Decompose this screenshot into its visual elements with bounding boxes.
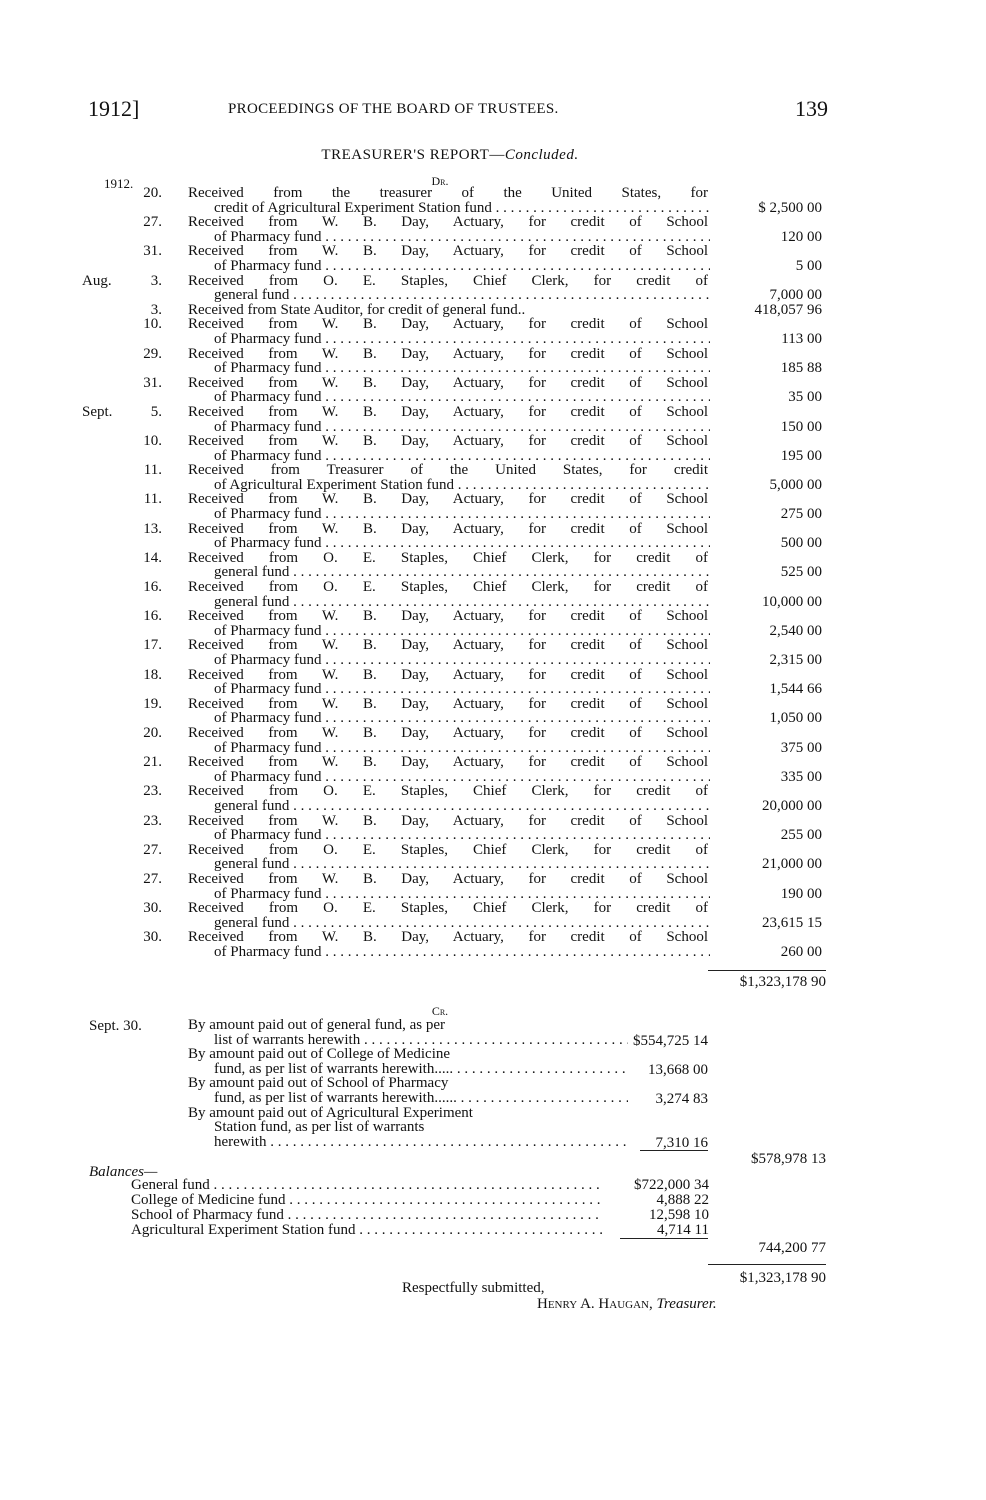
entry-text-line1: Received from W. B. Day, Actuary, for credit of School <box>188 637 708 654</box>
entry-text-line1: Received from W. B. Day, Actuary, for credit of School <box>188 520 708 537</box>
entry-amount: 21,000 00 <box>762 856 822 873</box>
entry-text-line1: Received from Treasurer of the United States, for credit <box>188 462 708 479</box>
entry-text-line1: Received from O. E. Staples, Chief Clerk, for credit of <box>188 549 708 566</box>
respectfully-submitted: Respectfully submitted, <box>402 1280 545 1296</box>
entry-amount: $ 2,500 00 <box>758 199 822 216</box>
entry-day: 20. <box>143 724 162 741</box>
entry-day: 23. <box>143 812 162 829</box>
entry-amount: 120 00 <box>780 228 822 245</box>
entry-amount: 418,057 96 <box>754 301 822 318</box>
entry-amount: 10,000 00 <box>762 593 822 610</box>
entry-text-line1: Received from W. B. Day, Actuary, for credit of School <box>188 316 708 333</box>
section-title-italic: Concluded. <box>504 147 579 163</box>
entry-amount: 190 00 <box>780 885 822 902</box>
cr-item <box>188 1047 628 1076</box>
entry-day: 30. <box>143 929 162 946</box>
signature-name: Henry A. Haugan, <box>537 1296 653 1312</box>
entry-day: 30. <box>143 900 162 917</box>
cr-item-amount: $554,725 14 <box>633 1032 708 1049</box>
cr-item-line: By amount paid out of College of Medicine <box>188 1046 451 1063</box>
signature <box>537 1296 717 1313</box>
entry-day: 16. <box>143 579 162 596</box>
entry-text-line1: Received from State Auditor, for credit of general fund.. <box>188 301 526 318</box>
cr-item-line: herewith . . . <box>188 1135 628 1150</box>
entry-amount: 185 88 <box>780 360 822 377</box>
entry-text-line2: of Pharmacy fund . . . <box>214 741 710 756</box>
entry-amount: 375 00 <box>780 739 822 756</box>
entry-text-line1: Received from W. B. Day, Actuary, for credit of School <box>188 403 708 420</box>
entry-text-line2: of Pharmacy fund . . . <box>214 536 710 551</box>
entry-text-line2: of Pharmacy fund . . . <box>214 828 710 843</box>
cr-item-line: fund, as per list of warrants herewith..... . . . <box>188 1062 628 1077</box>
entry-text-line1: Received from W. B. Day, Actuary, for credit of School <box>188 491 708 508</box>
entry-day: 13. <box>143 520 162 537</box>
balance-row <box>131 1223 711 1238</box>
entry-text-line2: of Pharmacy fund . . . <box>214 230 710 245</box>
dr-total: $1,323,178 90 <box>739 974 826 990</box>
running-title: PROCEEDINGS OF THE BOARD OF TRUSTEES. <box>228 101 559 117</box>
cr-item <box>188 1018 628 1047</box>
entry-text-line2: credit of Agricultural Experiment Station fund . . . <box>214 201 710 216</box>
entry-amount: 23,615 15 <box>762 914 822 931</box>
entry-text-line1: Received from W. B. Day, Actuary, for credit of School <box>188 243 708 260</box>
entry-text-line2: of Pharmacy fund . . . <box>214 945 710 960</box>
entry-day: 27. <box>143 841 162 858</box>
entry-amount: 1,050 00 <box>769 710 822 727</box>
balances-total: 744,200 77 <box>758 1240 826 1256</box>
entry-day: 19. <box>143 695 162 712</box>
entry-day: 20. <box>143 185 162 201</box>
entry-text-line2: of Pharmacy fund . . . <box>214 887 710 902</box>
cr-item <box>188 1106 628 1150</box>
entry-day: 5. <box>150 403 162 420</box>
entry-text-line1: Received from W. B. Day, Actuary, for credit of School <box>188 724 708 741</box>
cr-item-amount: 13,668 00 <box>648 1061 708 1078</box>
entry-text-line1: Received from W. B. Day, Actuary, for credit of School <box>188 214 708 231</box>
entry-amount: 500 00 <box>780 535 822 552</box>
entry-text-line2: general fund . . . <box>214 799 710 814</box>
entry-day: 10. <box>143 316 162 333</box>
balance-row <box>131 1208 711 1223</box>
entry-text-line1: Received from W. B. Day, Actuary, for credit of School <box>188 754 708 771</box>
balance-amount: 12,598 10 <box>649 1207 709 1223</box>
section-title <box>0 147 900 164</box>
entry-day: 14. <box>143 549 162 566</box>
entry-text-line2: of Pharmacy fund . . . <box>214 361 710 376</box>
entry-day: 10. <box>143 433 162 450</box>
dr-label: Dr. <box>431 174 449 188</box>
entry-day: 16. <box>143 608 162 625</box>
signature-title: Treasurer. <box>656 1296 717 1312</box>
balance-name: College of Medicine fund . . . <box>131 1193 603 1208</box>
cr-sub-rule <box>640 1150 708 1151</box>
entry-amount: 255 00 <box>780 827 822 844</box>
bal-sub-rule <box>620 1238 708 1239</box>
entry-amount: 1,544 66 <box>769 681 822 698</box>
entry-amount: 5,000 00 <box>769 476 822 493</box>
entry-text-line2: of Pharmacy fund . . . <box>214 449 710 464</box>
entry-amount: 7,000 00 <box>769 287 822 304</box>
entry-text-line1: Received from W. B. Day, Actuary, for credit of School <box>188 666 708 683</box>
entry-text-line1: Received from O. E. Staples, Chief Clerk, for credit of <box>188 272 708 289</box>
entry-text-line2: of Pharmacy fund . . . <box>214 770 710 785</box>
entry-text-line2: of Agricultural Experiment Station fund . . . <box>214 478 710 493</box>
entry-text-line2: general fund . . . <box>214 916 710 931</box>
cr-item-amount: 7,310 16 <box>655 1134 708 1151</box>
entry-text-line2: general fund . . . <box>214 857 710 872</box>
entry-amount: 35 00 <box>788 389 822 406</box>
entry-text-line2: of Pharmacy fund . . . <box>214 507 710 522</box>
entry-text-line1: Received from W. B. Day, Actuary, for credit of School <box>188 812 708 829</box>
entry-text-line1: Received from O. E. Staples, Chief Clerk, for credit of <box>188 579 708 596</box>
entry-text-line2: general fund . . . <box>214 565 710 580</box>
balance-name: General fund . . . <box>131 1178 603 1193</box>
entry-day: 23. <box>143 783 162 800</box>
year-label: 1912. <box>104 176 134 191</box>
cr-item <box>188 1076 628 1105</box>
entry-month: Aug. <box>82 272 112 289</box>
cr-item-line: By amount paid out of general fund, as per <box>188 1017 446 1033</box>
entry-day: 18. <box>143 666 162 683</box>
entry-text-line1: Received from O. E. Staples, Chief Clerk, for credit of <box>188 841 708 858</box>
entry-text-line2: of Pharmacy fund . . . <box>214 711 710 726</box>
entry-amount: 2,540 00 <box>769 622 822 639</box>
cr-item-line: list of warrants herewith . . . <box>188 1033 628 1048</box>
entry-text-line1: Received from O. E. Staples, Chief Clerk, for credit of <box>188 900 708 917</box>
balance-amount: $722,000 34 <box>634 1177 709 1193</box>
header-year: 1912] <box>88 96 140 121</box>
entry-text-line2: of Pharmacy fund . . . <box>214 390 710 405</box>
entry-text-line1: Received from W. B. Day, Actuary, for credit of School <box>188 608 708 625</box>
cr-label: Cr. <box>431 1004 449 1018</box>
entry-day: 21. <box>143 754 162 771</box>
entry-amount: 260 00 <box>780 943 822 960</box>
entry-text-line2: of Pharmacy fund . . . <box>214 682 710 697</box>
entry-text-line1: Received from O. E. Staples, Chief Clerk, for credit of <box>188 783 708 800</box>
balance-name: School of Pharmacy fund . . . <box>131 1208 603 1223</box>
entry-day: 3. <box>150 272 162 289</box>
dr-total-rule <box>708 970 826 971</box>
cr-item-line: By amount paid out of School of Pharmacy <box>188 1075 449 1092</box>
entry-day: 31. <box>143 243 162 260</box>
cr-date: Sept. 30. <box>89 1018 142 1034</box>
cr-item-line: Station fund, as per list of warrants <box>214 1120 425 1135</box>
entry-text-line1: Received from W. B. Day, Actuary, for credit of School <box>188 929 708 946</box>
entry-amount: 5 00 <box>795 257 822 274</box>
balance-amount: 4,714 11 <box>657 1222 709 1238</box>
entry-month: Sept. <box>82 403 113 420</box>
entry-text-line2: of Pharmacy fund . . . <box>214 624 710 639</box>
entry-day: 29. <box>143 345 162 362</box>
balances-heading: Balances— <box>89 1164 158 1180</box>
entry-day: 11. <box>143 462 162 479</box>
cr-item-line: fund, as per list of warrants herewith...... . . . <box>188 1091 628 1106</box>
grand-total: $1,323,178 90 <box>739 1270 826 1286</box>
entry-day: 31. <box>143 374 162 391</box>
balance-amount: 4,888 22 <box>656 1192 709 1208</box>
entry-amount: 2,315 00 <box>769 652 822 668</box>
cr-total: $578,978 13 <box>751 1151 826 1167</box>
balance-row <box>131 1178 711 1193</box>
balance-row <box>131 1193 711 1208</box>
entry-amount: 275 00 <box>780 506 822 523</box>
grand-total-rule <box>708 1264 826 1265</box>
entry-day: 17. <box>143 637 162 654</box>
entry-day: 3. <box>150 301 162 318</box>
entry-text-line2: of Pharmacy fund . . . <box>214 653 710 668</box>
entry-text-line1: Received from W. B. Day, Actuary, for credit of School <box>188 433 708 450</box>
entry-amount: 195 00 <box>780 447 822 464</box>
entry-text-line1: Received from the treasurer of the United States, for <box>188 185 708 201</box>
entry-text-line2: general fund . . . <box>214 288 710 303</box>
entry-day: 27. <box>143 214 162 231</box>
entry-text-line1: Received from W. B. Day, Actuary, for credit of School <box>188 374 708 391</box>
entry-amount: 150 00 <box>780 418 822 435</box>
cr-item-line: By amount paid out of Agricultural Experiment <box>188 1104 473 1121</box>
entry-amount: 335 00 <box>780 768 822 785</box>
balance-name: Agricultural Experiment Station fund . . . <box>131 1223 603 1238</box>
entry-text-line1: Received from W. B. Day, Actuary, for credit of School <box>188 345 708 362</box>
page-number: 139 <box>795 96 828 121</box>
page-header <box>88 96 828 126</box>
entry-text-line2: general fund . . . <box>214 595 710 610</box>
entry-text-line2: of Pharmacy fund . . . <box>214 259 710 274</box>
entry-amount: 20,000 00 <box>762 797 822 814</box>
entry-day: 27. <box>143 870 162 887</box>
entry-day: 11. <box>143 491 162 508</box>
cr-item-amount: 3,274 83 <box>655 1091 708 1107</box>
entry-amount: 525 00 <box>780 564 822 581</box>
entry-text-line2: of Pharmacy fund . . . <box>214 420 710 435</box>
entry-text-line1: Received from W. B. Day, Actuary, for credit of School <box>188 695 708 712</box>
entry-amount: 113 00 <box>781 330 822 347</box>
entry-text-line1: Received from W. B. Day, Actuary, for credit of School <box>188 870 708 887</box>
entry-text-line2: of Pharmacy fund . . . <box>214 332 710 347</box>
section-title-main: TREASURER'S REPORT— <box>321 147 505 163</box>
